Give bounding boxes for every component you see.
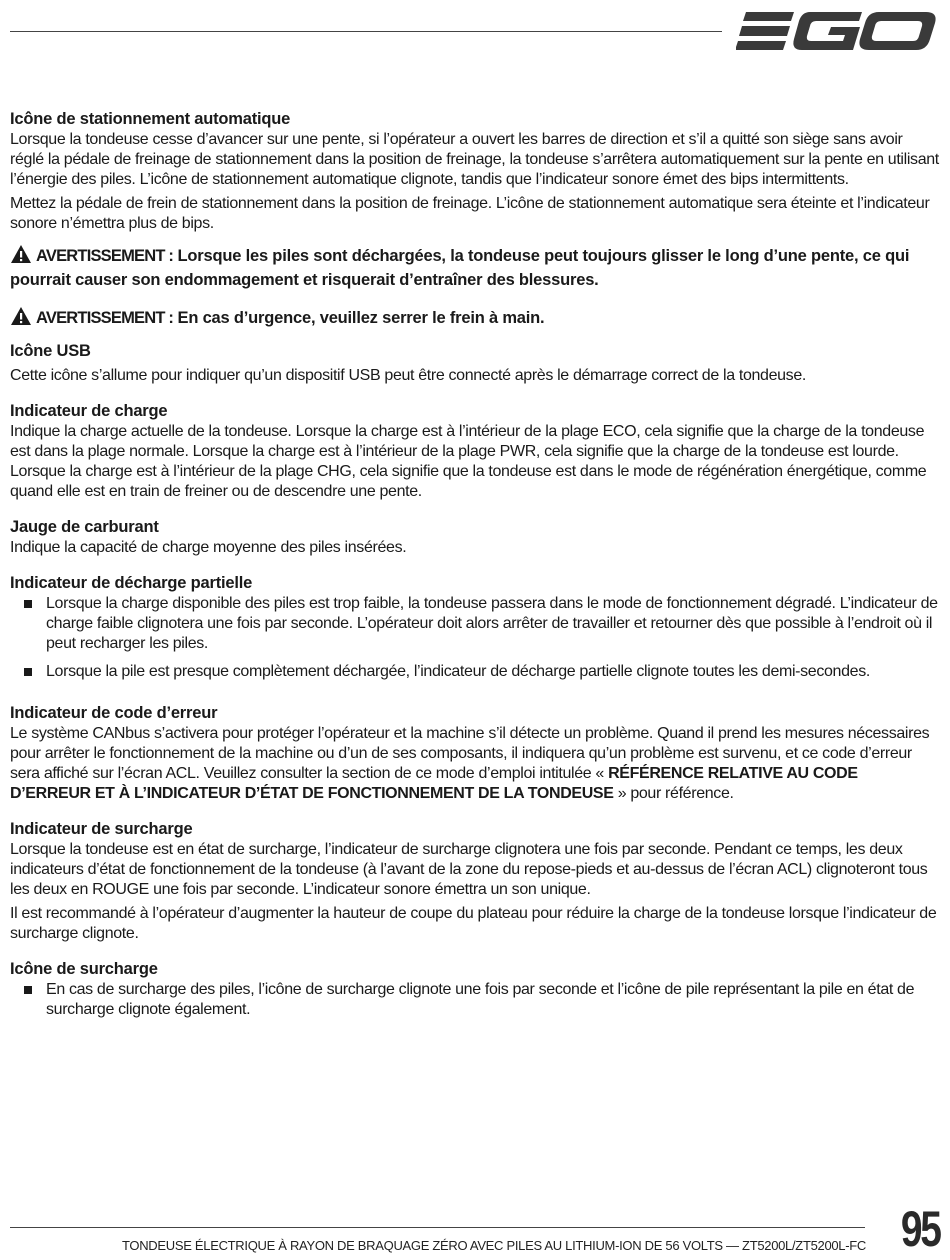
section-title-partial-discharge: Indicateur de décharge partielle	[10, 574, 253, 592]
list-item-text: Lorsque la charge disponible des piles est trop faible, la tondeuse passera dans le mode de fonctionnement dégradé. L’indicateur de charge faible clignotera une fois par seconde. L’opérateur doit alors arrêter de travailler et retourner dès que possible à l’endroit où il peut recharger les piles.	[46, 595, 938, 652]
bullet-square-icon	[24, 600, 32, 608]
section-title-charge-indicator: Indicateur de charge	[10, 402, 168, 420]
error-code-paragraph	[10, 724, 940, 804]
page-content	[10, 108, 940, 1020]
usb-paragraph: Cette icône s’allume pour indiquer qu’un dispositif USB peut être connecté après le démarrage correct de la tondeuse.	[10, 367, 806, 384]
overload-indicator-paragraph-2: Il est recommandé à l’opérateur d’augmenter la hauteur de coupe du plateau pour réduire la charge de la tondeuse lorsque l’indicateur de surcharge clignote.	[10, 905, 937, 942]
footer-rule	[10, 1227, 865, 1228]
warning-label: AVERTISSEMENT :	[36, 309, 174, 327]
bullet-square-icon	[24, 668, 32, 676]
charge-indicator-paragraph: Indique la charge actuelle de la tondeuse. Lorsque la charge est à l’intérieur de la plage ECO, cela signifie que la charge de la tondeuse est dans la plage normale. Lorsque la charge est à l’intérieur de la plage PWR, cela signifie que la charge de la tondeuse est lourde. Lorsque la charge est à l’intérieur de la plage CHG, cela signifie que la tondeuse est dans le mode de régénération énergétique, comme quand elle est en train de freiner ou de descendre une pente.	[10, 423, 927, 500]
bullet-square-icon	[24, 986, 32, 994]
section-title-overload-icon: Icône de surcharge	[10, 960, 158, 978]
list-item-text: En cas de surcharge des piles, l’icône de surcharge clignote une fois par seconde et l’icône de pile représentant la pile en état de surcharge clignote également.	[46, 981, 915, 1018]
auto-parking-paragraph-2: Mettez la pédale de frein de stationnement dans la position de freinage. L’icône de stationnement automatique sera éteinte et l’indicateur sonore n’émettra plus de bips.	[10, 195, 930, 232]
ego-logo	[736, 6, 940, 56]
section-title-fuel-gauge: Jauge de carburant	[10, 518, 159, 536]
footer-title: TONDEUSE ÉLECTRIQUE À RAYON DE BRAQUAGE ZÉRO AVEC PILES AU LITHIUM-ION DE 56 VOLTS — ZT5200L/ZT5200L-FC	[121, 1238, 866, 1253]
section-title-error-code: Indicateur de code d’erreur	[10, 704, 218, 722]
error-code-text-end: » pour référence.	[613, 785, 734, 802]
section-title-usb: Icône USB	[10, 342, 91, 360]
page-number: 95	[901, 1201, 940, 1257]
overload-indicator-paragraph-1: Lorsque la tondeuse est en état de surcharge, l’indicateur de surcharge clignotera une fois par seconde. Pendant ce temps, les deux indicateurs d’état de fonctionnement de la tondeuse (à l’avant de la zone du repose-pieds et au-dessus de l’écran ACL) clignoteront tous les deux en ROUGE une fois par seconde. L’indicateur sonore émettra un son unique.	[10, 841, 928, 898]
error-code-text: Le système CANbus s’activera pour protéger l’opérateur et la machine s’il détecte un problème. Quand il prend les mesures nécessaires pour arrêter le fonctionnement de la machine ou d’un de ses composants, il indiquera qu’un problème est survenu, et ce code d’erreur sera affiché sur l’écran ACL. Veuillez consulter la section de ce mode d’emploi intitulée «	[10, 725, 930, 782]
auto-parking-paragraph-1: Lorsque la tondeuse cesse d’avancer sur une pente, si l’opérateur a ouvert les barres de direction et s’il a quitté son siège sans avoir réglé la pédale de freinage de stationnement dans la position de freinage, la tondeuse s’arrêtera automatiquement sur la pente en utilisant l’énergie des piles. L’icône de stationnement automatique clignote, tandis que l’indicateur sonore émet des bips intermittents.	[10, 131, 939, 188]
list-item	[10, 662, 940, 682]
warning-triangle-icon	[10, 244, 32, 264]
warning-emergency	[10, 306, 940, 330]
warning-text: Lorsque les piles sont déchargées, la tondeuse peut toujours glisser le long d’une pente, ce qui pourrait causer son endommagement et risquerait d’entraîner des blessures.	[10, 247, 910, 289]
warning-triangle-icon	[10, 306, 32, 326]
section-title-overload-indicator: Indicateur de surcharge	[10, 820, 193, 838]
section-title-auto-parking: Icône de stationnement automatique	[10, 110, 291, 128]
warning-label: AVERTISSEMENT :	[36, 247, 174, 265]
partial-discharge-list	[10, 594, 940, 682]
list-item-text: Lorsque la pile est presque complètement déchargée, l’indicateur de décharge partielle clignote toutes les demi-secondes.	[46, 663, 870, 680]
warning-slope	[10, 244, 940, 292]
list-item	[10, 980, 940, 1020]
fuel-gauge-paragraph: Indique la capacité de charge moyenne des piles insérées.	[10, 539, 407, 556]
warning-text: En cas d’urgence, veuillez serrer le frein à main.	[177, 309, 545, 327]
error-code-reference: RÉFÉRENCE RELATIVE AU CODE D’ERREUR ET À L’INDICATEUR D’ÉTAT DE FONCTIONNEMENT DE LA TONDEUSE	[10, 765, 858, 802]
overload-icon-list	[10, 980, 940, 1020]
header-rule	[10, 31, 722, 32]
list-item	[10, 594, 940, 654]
